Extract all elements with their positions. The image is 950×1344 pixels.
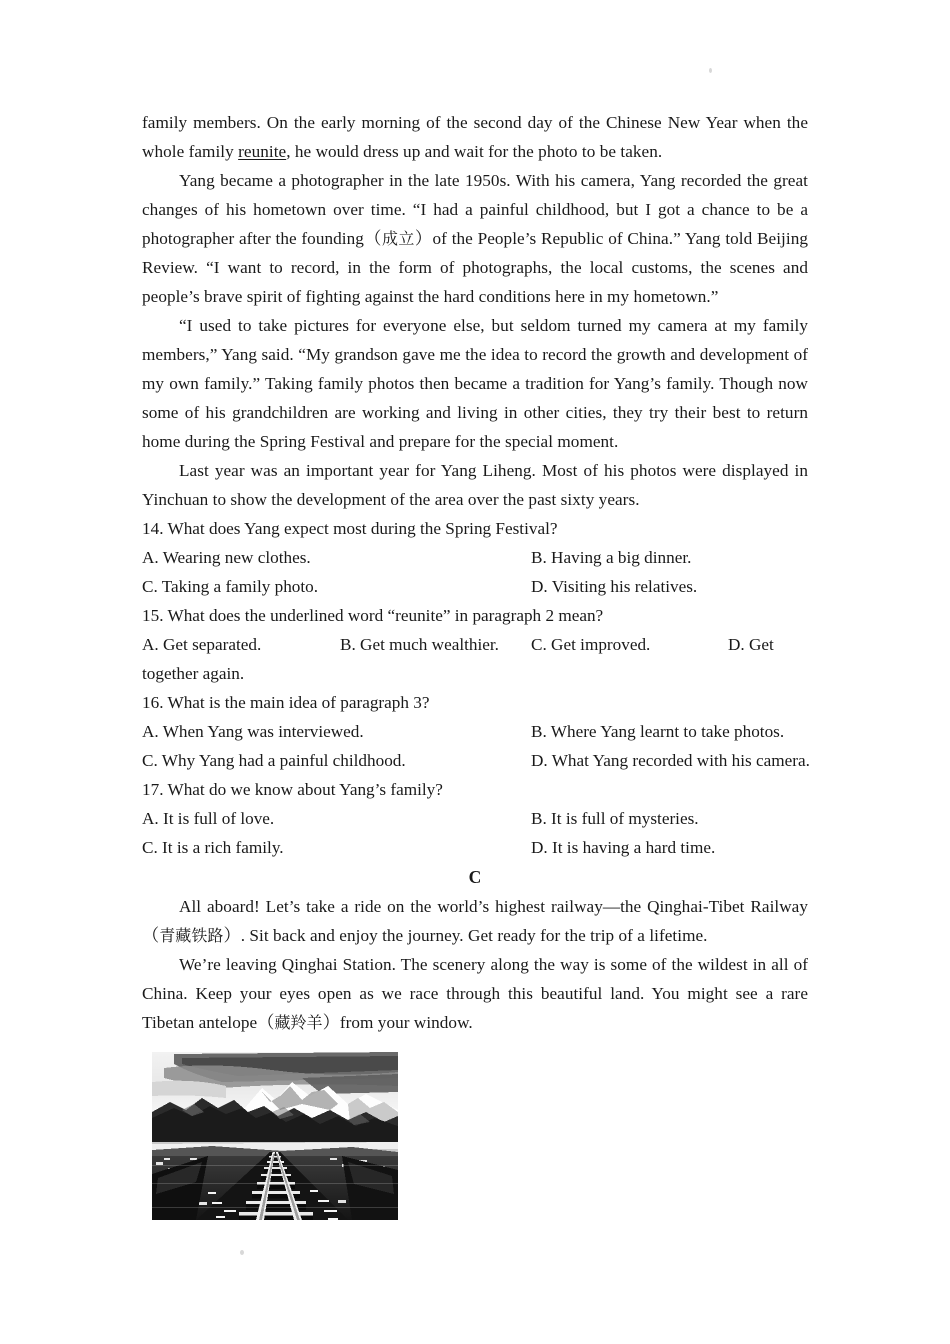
option-row <box>142 804 808 833</box>
option-row <box>142 630 808 659</box>
option-17-d[interactable]: D. It is having a hard time. <box>531 838 716 857</box>
option-row <box>142 572 808 601</box>
question-17-options <box>142 804 808 862</box>
paragraph-text-cont: ）. Sit back and enjoy the journey. Get ready for the trip of a lifetime. <box>223 926 708 945</box>
chinese-gloss-zanglingyang: 藏羚羊 <box>274 1013 323 1032</box>
paragraph-text: We’re leaving Qinghai Station. The scenery along the way is some of the wildest in all of China. Keep your eyes open as we race through this beautiful land. You might see a rare Tibetan antelope（ <box>142 955 808 1032</box>
paragraph-text-cont: ）of the People’s Republic of China.” Yang told Beijing Review. “I want to record, in the form of photographs, the local customs, the scenes and people’s brave spirit of fighting against the hard conditions here in my hometown.” <box>142 229 808 306</box>
question-14-options <box>142 543 808 601</box>
option-17-a[interactable]: A. It is full of love. <box>142 809 275 828</box>
option-16-d[interactable]: D. What Yang recorded with his camera. <box>531 751 810 770</box>
question-15-options <box>142 630 808 688</box>
paragraph-4: Last year was an important year for Yang Liheng. Most of his photos were displayed in Yinchuan to show the development of the area over the past sixty years. <box>142 461 808 509</box>
question-17-stem: 17. What do we know about Yang’s family? <box>142 780 443 799</box>
option-14-b[interactable]: B. Having a big dinner. <box>531 548 692 567</box>
paragraph-text-cont: , he would dress up and wait for the photo to be taken. <box>286 142 663 161</box>
option-row <box>142 717 808 746</box>
option-17-b[interactable]: B. It is full of mysteries. <box>531 809 699 828</box>
option-row <box>142 746 808 775</box>
paragraph-text: All aboard! Let’s take a ride on the world’s highest railway—the Qinghai-Tibet Railway（ <box>142 897 808 945</box>
option-15-c[interactable]: C. Get improved. <box>531 635 651 654</box>
option-16-c[interactable]: C. Why Yang had a painful childhood. <box>142 751 406 770</box>
option-row <box>142 833 808 862</box>
option-row <box>142 543 808 572</box>
chinese-gloss-chengli: 成立 <box>381 229 415 248</box>
paragraph-text: Yang became a photographer in the late 1950s. With his camera, Yang recorded the great changes of his hometown over time. “I had a painful childhood, but I got a chance to be a photographer after the founding（ <box>142 171 808 248</box>
option-14-d[interactable]: D. Visiting his relatives. <box>531 577 698 596</box>
paragraph-2 <box>142 166 808 311</box>
railway-photo-graphic <box>152 1052 398 1220</box>
option-14-c[interactable]: C. Taking a family photo. <box>142 577 319 596</box>
paragraph-text-cont: ）from your window. <box>322 1013 473 1032</box>
chinese-gloss-qingzang-tielu: 青藏铁路 <box>159 926 224 945</box>
option-15-d[interactable]: D. Get <box>728 635 774 654</box>
option-15-a[interactable]: A. Get separated. <box>142 635 262 654</box>
paragraph-3: “I used to take pictures for everyone else, but seldom turned my camera at my family members,” Yang said. “My grandson gave me the idea to record the growth and development of my own family.” Taking family photos then became a tradition for Yang’s family. Though now some of his grandchildren are working and living in other cities, they try their best to return home during the Spring Festival and prepare for the special moment. <box>142 316 808 451</box>
section-c-paragraph-1 <box>142 892 808 950</box>
option-14-a[interactable]: A. Wearing new clothes. <box>142 548 311 567</box>
option-15-b[interactable]: B. Get much wealthier. <box>340 635 499 654</box>
question-16-options <box>142 717 808 775</box>
paragraph-text: family members. On the early morning of the second day of the Chinese New Year when the whole family <box>142 113 808 161</box>
paragraph-continued <box>142 108 808 166</box>
question-16-stem: 16. What is the main idea of paragraph 3? <box>142 693 430 712</box>
option-16-b[interactable]: B. Where Yang learnt to take photos. <box>531 722 785 741</box>
section-c-paragraph-2 <box>142 950 808 1037</box>
question-15-stem: 15. What does the underlined word “reunite” in paragraph 2 mean? <box>142 606 604 625</box>
document-body <box>142 108 808 1037</box>
railway-photograph <box>152 1052 398 1220</box>
underlined-word-reunite: reunite <box>238 142 287 161</box>
scan-speck-top <box>709 68 712 73</box>
scan-speck-bottom <box>240 1250 244 1255</box>
option-15-d-wrap[interactable]: together again. <box>142 664 245 683</box>
option-17-c[interactable]: C. It is a rich family. <box>142 838 284 857</box>
question-14-stem: 14. What does Yang expect most during the Spring Festival? <box>142 519 558 538</box>
section-heading-c: C <box>468 867 482 887</box>
option-16-a[interactable]: A. When Yang was interviewed. <box>142 722 364 741</box>
